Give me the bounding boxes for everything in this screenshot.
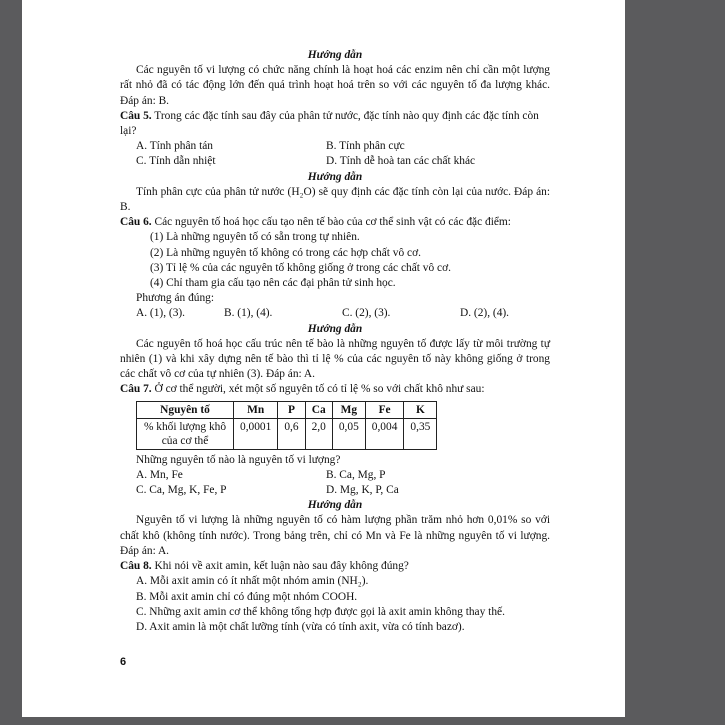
question-label: Câu 5. xyxy=(120,109,152,122)
section-heading: Hướng dẫn xyxy=(307,170,363,183)
answer-option: C. Ca, Mg, K, Fe, P xyxy=(136,484,227,497)
question-label: Câu 6. xyxy=(120,216,152,229)
viewer-bottom-border xyxy=(0,717,725,725)
answer-options-row xyxy=(120,306,550,321)
question-text: Các nguyên tố hoá học cấu tạo nên tế bào của cơ thể sinh vật có các đặc điểm: xyxy=(151,216,511,229)
question-text: Ở cơ thể người, xét một số nguyên tố có tỉ lệ % so với chất khô như sau: xyxy=(151,383,485,396)
table-header-cell: K xyxy=(404,401,437,418)
answer-option: D. Tính dễ hoà tan các chất khác xyxy=(326,155,476,168)
question-label: Câu 7. xyxy=(120,383,152,396)
text-line: B. Mỗi axit amin chỉ có đúng một nhóm COOH. xyxy=(136,590,358,603)
viewer-left-border xyxy=(0,0,22,725)
table-cell: 0,6 xyxy=(278,418,305,449)
section-heading: Hướng dẫn xyxy=(307,322,363,335)
viewer-right-border xyxy=(625,0,725,725)
answer-option: C. Tính dẫn nhiệt xyxy=(136,155,216,168)
explanation-paragraph: Các nguyên tố hoá học cấu trúc nên tế bào là những nguyên tố được lấy từ môi trường tự nhiên (1) và khi xây dựng nên tế bào thì tỉ lệ % của các nguyên tố này không giống ở trong các chất vô cơ của tự nhiên (3). Đáp án: A. xyxy=(120,337,550,381)
answer-option: A. (1), (3). xyxy=(136,307,186,320)
table-cell: 0,05 xyxy=(332,418,365,449)
text-line: Phương án đúng: xyxy=(136,292,215,305)
text-line: D. Axit amin là một chất lưỡng tính (vừa có tính axit, vừa có tính bazơ). xyxy=(136,620,465,633)
answer-option: A. Tính phân tán xyxy=(136,140,213,153)
answer-options-row xyxy=(120,154,550,169)
answer-option: B. (1), (4). xyxy=(224,307,273,320)
table-cell: 2,0 xyxy=(305,418,332,449)
answer-options-row xyxy=(120,468,550,483)
statement-item: (2) Là những nguyên tố không có trong các hợp chất vô cơ. xyxy=(150,246,421,259)
question xyxy=(120,559,550,574)
section-heading: Hướng dẫn xyxy=(307,499,363,512)
table-cell: 0,004 xyxy=(365,418,404,449)
document-page xyxy=(22,0,625,717)
table-cell: 0,0001 xyxy=(234,418,278,449)
question-text: Khi nói về axit amin, kết luận nào sau đây không đúng? xyxy=(151,560,409,573)
answer-option: C. (2), (3). xyxy=(342,307,391,320)
answer-option: D. Mg, K, P, Ca xyxy=(326,484,399,497)
question-label: Câu 8. xyxy=(120,560,152,573)
statement-item: (3) Tỉ lệ % của các nguyên tố không giống ở trong các chất vô cơ. xyxy=(150,261,451,274)
question-text: Trong các đặc tính sau đây của phân tử nước, đặc tính nào quy định các đặc tính còn lại? xyxy=(120,109,539,138)
answer-option: B. Ca, Mg, P xyxy=(326,468,386,481)
explanation-paragraph: Nguyên tố vi lượng là những nguyên tố có hàm lượng phần trăm nhỏ hơn 0,01% so với chất khô (không tính nước). Trong bảng trên, chỉ có Mn và Fe là những nguyên tố vi lượng. Đáp án: A. xyxy=(120,514,550,557)
answer-options-row xyxy=(120,139,550,154)
table-header-cell: Nguyên tố xyxy=(137,401,234,418)
text-line: A. Mỗi axit amin có ít nhất một nhóm amin (NH₂). xyxy=(136,575,369,588)
answer-option: D. (2), (4). xyxy=(460,307,510,320)
answer-options-row xyxy=(120,483,550,498)
question xyxy=(120,382,550,397)
explanation-paragraph: Các nguyên tố vi lượng có chức năng chính là hoạt hoá các enzim nên chỉ cần một lượng rất nhỏ đã có tác động lớn đến quá trình hoạt hoá trên so với các nguyên tố đa lượng khác. Đáp án: B. xyxy=(120,64,550,107)
table-cell: 0,35 xyxy=(404,418,437,449)
text-line: C. Những axit amin cơ thể không tổng hợp được gọi là axit amin không thay thế. xyxy=(136,605,505,618)
element-table xyxy=(136,401,437,450)
table-cell: % khối lượng khô của cơ thể xyxy=(137,418,234,449)
table-header-row xyxy=(137,401,437,418)
answer-option: B. Tính phân cực xyxy=(326,140,405,153)
statement-item: (4) Chỉ tham gia cấu tạo nên các đại phân tử sinh học. xyxy=(150,277,396,290)
table-header-cell: Ca xyxy=(305,401,332,418)
question xyxy=(120,109,550,139)
answer-option: A. Mn, Fe xyxy=(136,468,183,481)
table-header-cell: Mg xyxy=(332,401,365,418)
table-header-cell: P xyxy=(278,401,305,418)
statement-item: (1) Là những nguyên tố có sẵn trong tự nhiên. xyxy=(150,231,360,244)
question xyxy=(120,215,550,230)
table-header-cell: Fe xyxy=(365,401,404,418)
table-header-cell: Mn xyxy=(234,401,278,418)
table-row xyxy=(137,418,437,449)
section-heading: Hướng dẫn xyxy=(307,49,363,61)
page-content xyxy=(120,48,550,635)
text-line: Những nguyên tố nào là nguyên tố vi lượng? xyxy=(136,453,341,466)
explanation-paragraph: Tính phân cực của phân tử nước (H₂O) sẽ quy định các đặc tính còn lại của nước. Đáp án: B. xyxy=(120,185,550,214)
page-number: 6 xyxy=(120,656,127,668)
